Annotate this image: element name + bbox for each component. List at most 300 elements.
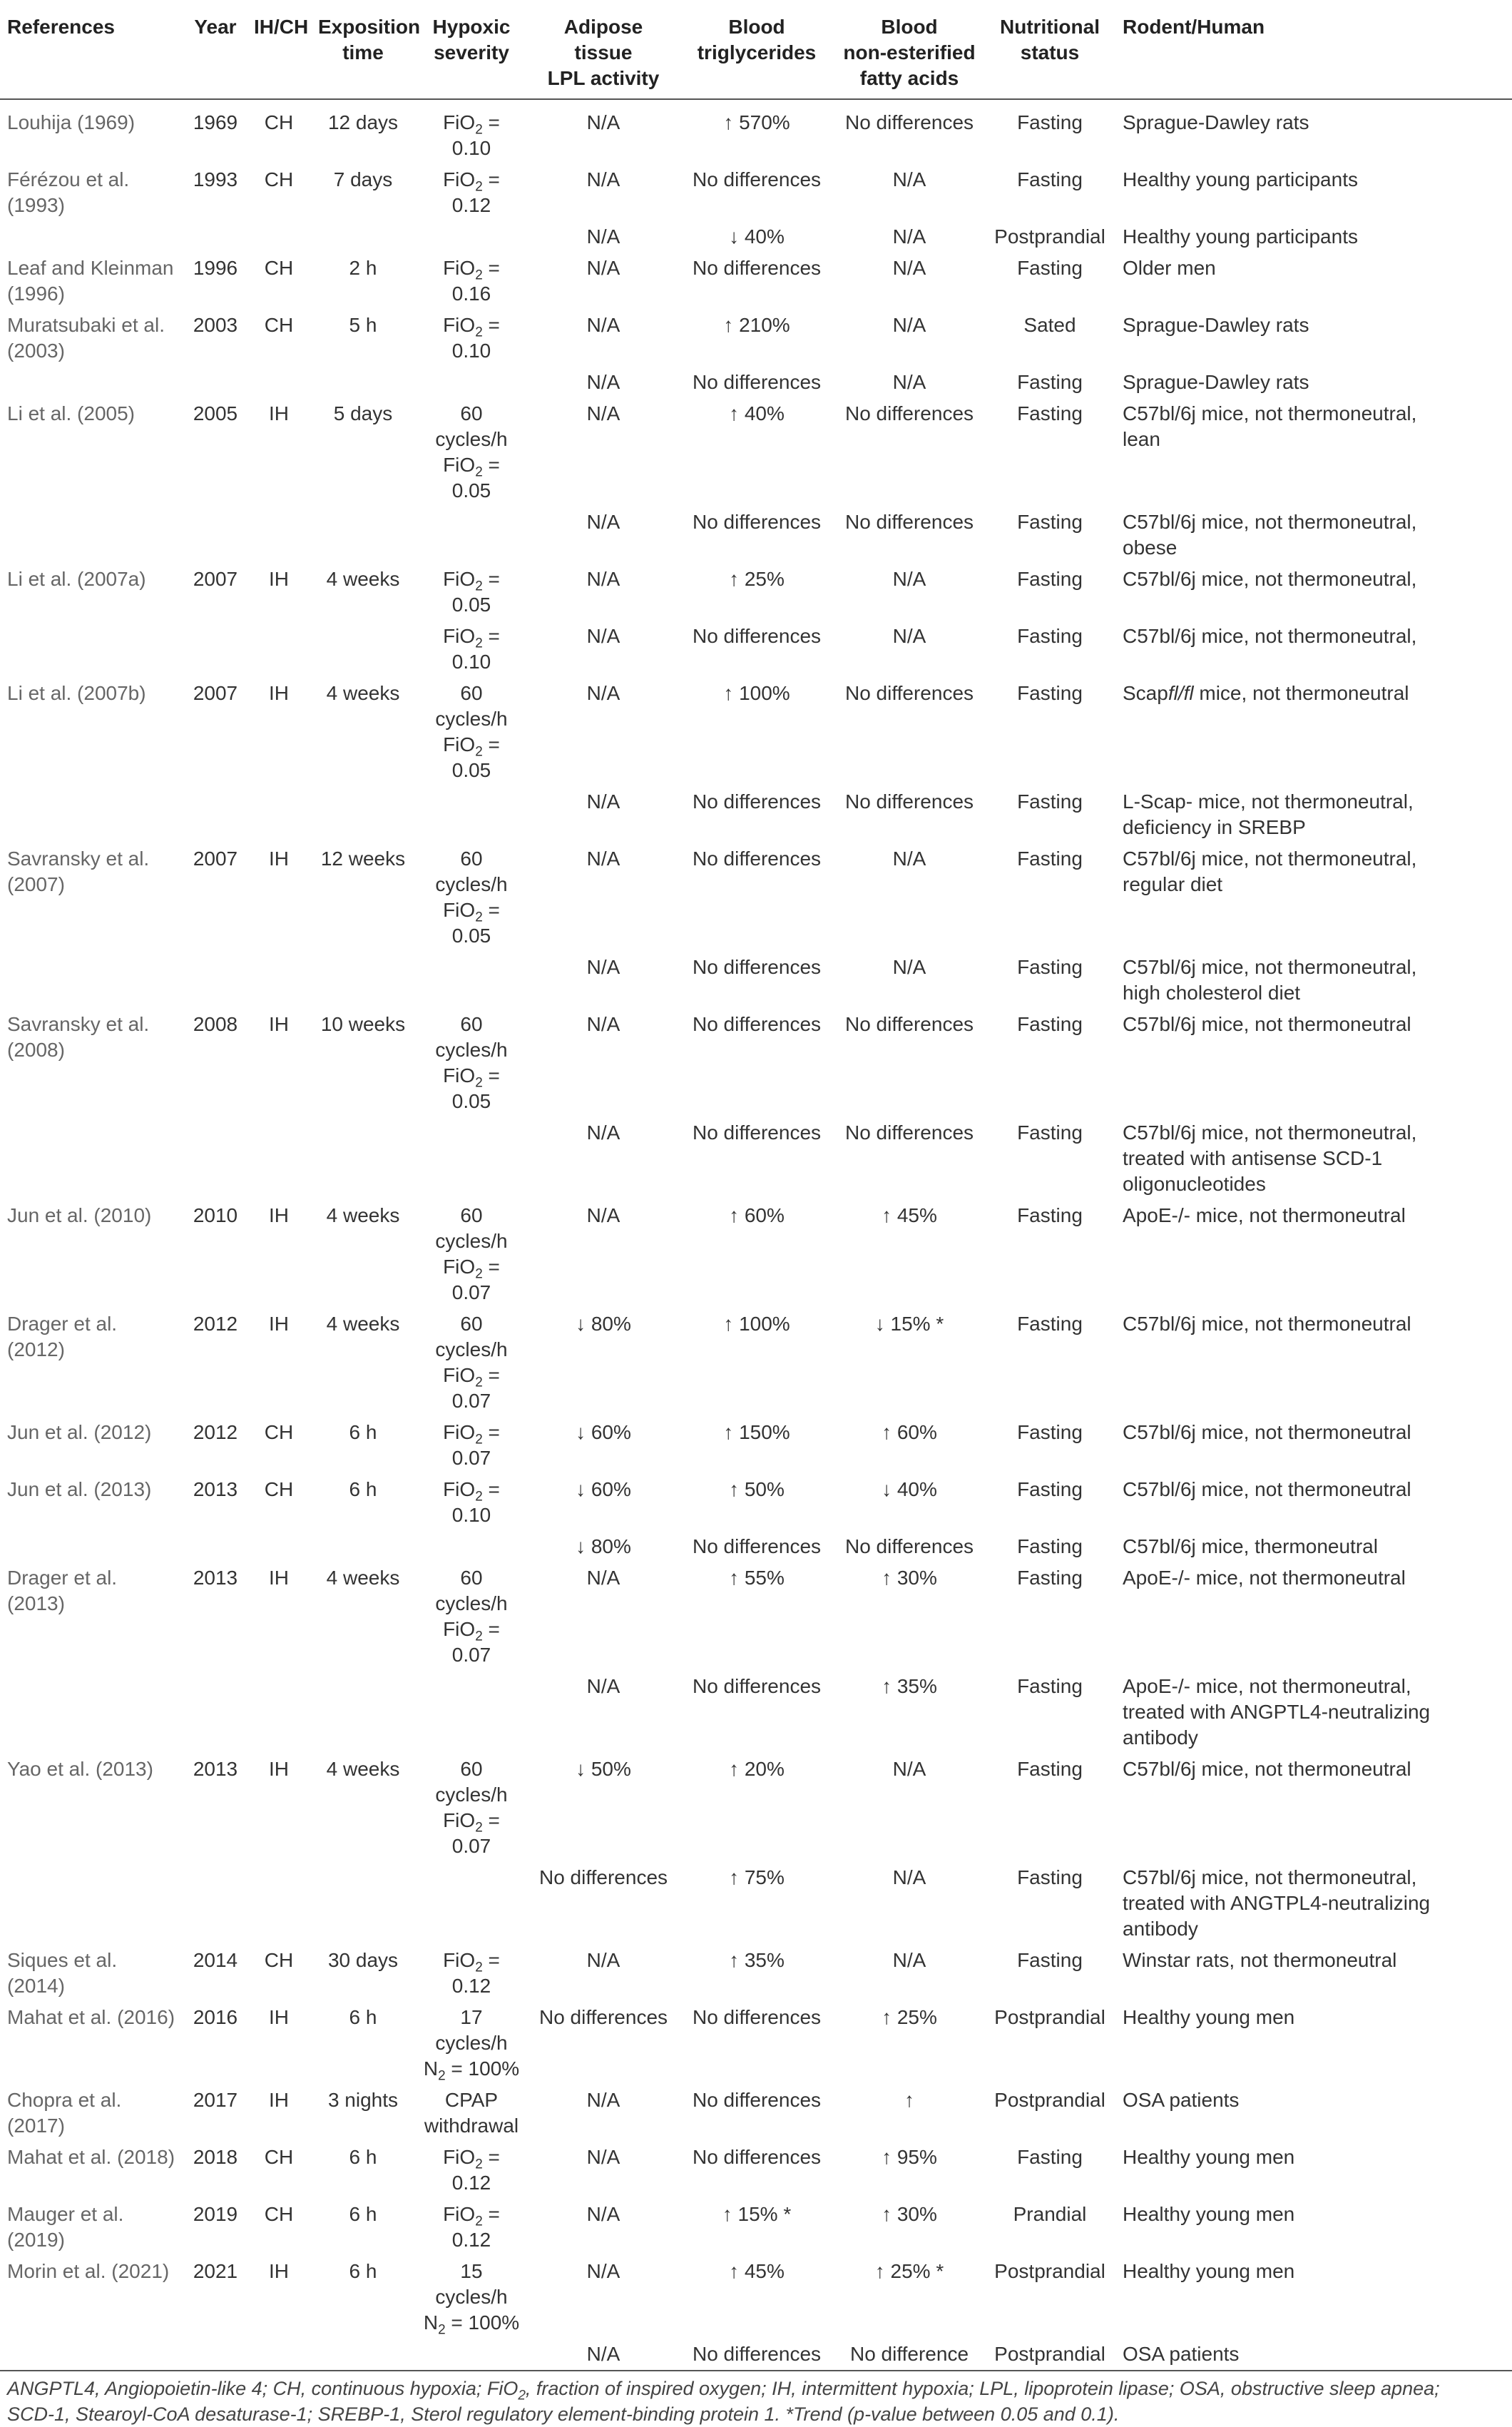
nutritional-status-cell: Fasting: [1017, 1535, 1083, 1557]
table-row: [0, 1862, 1512, 1945]
hypoxia-type-cell: IH: [269, 1013, 289, 1035]
nutritional-status-cell: Fasting: [1017, 1421, 1083, 1443]
hypoxia-type-cell: IH: [269, 848, 289, 870]
hypoxic-severity-cell: FiO$_2$ = 0.16: [443, 257, 500, 305]
lpl-activity-cell: N/A: [586, 2089, 620, 2111]
nefa-cell: No differences: [844, 1121, 974, 1144]
nutritional-status-cell: Fasting: [1017, 1949, 1083, 1971]
hypoxic-severity-cell: 60 cycles/h FiO$_2$ = 0.07: [435, 1313, 508, 1412]
lpl-activity-cell: N/A: [586, 371, 620, 393]
table-row: [0, 398, 1512, 507]
subjects-cell: Healthy young men: [1123, 2006, 1295, 2028]
table-row: [0, 1562, 1512, 1671]
hypoxia-type-cell: CH: [264, 168, 294, 190]
table-row: [0, 2085, 1512, 2142]
reference-cell: Mauger et al. (2019): [7, 2203, 124, 2251]
year-cell: 2012: [193, 1313, 238, 1335]
subjects-cell: C57bl/6j mice, not thermoneutral, high cholesterol diet: [1123, 956, 1417, 1004]
column-header-7: Blood triglycerides: [697, 16, 817, 63]
hypoxia-type-cell: [247, 2339, 311, 2371]
lpl-activity-cell: ↓ 80%: [576, 1313, 631, 1335]
reference-cell: Jun et al. (2010): [7, 1204, 152, 1226]
table-row: [0, 2339, 1512, 2371]
table-row: [0, 952, 1512, 1009]
hypoxia-type-cell: IH: [269, 2260, 289, 2282]
hypoxic-severity-cell: 60 cycles/h FiO$_2$ = 0.05: [435, 402, 508, 502]
reference-cell: Yao et al. (2013): [7, 1758, 153, 1780]
subjects-cell: Winstar rats, not thermoneutral: [1123, 1949, 1397, 1971]
nefa-cell: No differences: [844, 1535, 974, 1557]
subjects-cell: Healthy young men: [1123, 2146, 1295, 2168]
hypoxic-severity-cell: FiO$_2$ = 0.10: [443, 1478, 500, 1526]
exposition-time-cell: 6 h: [349, 2006, 377, 2028]
nutritional-status-cell: Fasting: [1017, 1567, 1083, 1589]
year-cell: [184, 221, 247, 253]
exposition-time-cell: [311, 221, 415, 253]
reference-cell: Jun et al. (2012): [7, 1421, 152, 1443]
year-cell: [184, 1531, 247, 1562]
nefa-cell: ↑ 60%: [882, 1421, 937, 1443]
table-row: [0, 1474, 1512, 1531]
column-header-6: Adipose tissue LPL activity: [547, 16, 660, 89]
year-cell: 2016: [193, 2006, 238, 2028]
triglycerides-cell: ↑ 20%: [729, 1758, 785, 1780]
exposition-time-cell: 6 h: [349, 2203, 377, 2225]
hypoxia-type-cell: CH: [264, 2203, 294, 2225]
subjects-cell: C57bl/6j mice, not thermoneutral: [1123, 1758, 1411, 1780]
exposition-time-cell: 12 days: [327, 111, 399, 133]
hypoxia-type-cell: [247, 367, 311, 398]
nefa-cell: No difference: [849, 2343, 969, 2365]
reference-cell: [0, 221, 184, 253]
reference-cell: Mahat et al. (2018): [7, 2146, 175, 2168]
hypoxia-type-cell: [247, 221, 311, 253]
year-cell: 1969: [193, 111, 238, 133]
exposition-time-cell: [311, 1531, 415, 1562]
lpl-activity-cell: N/A: [586, 168, 620, 190]
triglycerides-cell: ↑ 100%: [723, 682, 790, 704]
year-cell: 2019: [193, 2203, 238, 2225]
exposition-time-cell: 4 weeks: [326, 568, 400, 590]
lpl-activity-cell: ↓ 60%: [576, 1421, 631, 1443]
nefa-cell: N/A: [892, 1758, 926, 1780]
triglycerides-cell: No differences: [692, 625, 822, 647]
year-cell: [184, 1117, 247, 1200]
reference-cell: [0, 1671, 184, 1754]
lpl-activity-cell: N/A: [586, 956, 620, 978]
nefa-cell: N/A: [892, 625, 926, 647]
triglycerides-cell: No differences: [692, 1675, 822, 1697]
table-row: [0, 99, 1512, 164]
subjects-cell: C57bl/6j mice, not thermoneutral, lean: [1123, 402, 1417, 450]
subjects-cell: Sprague-Dawley rats: [1123, 314, 1309, 336]
triglycerides-cell: ↓ 40%: [729, 225, 785, 248]
hypoxic-severity-cell: 60 cycles/h FiO$_2$ = 0.05: [435, 682, 508, 781]
subjects-cell: C57bl/6j mice, not thermoneutral, obese: [1123, 511, 1417, 559]
exposition-time-cell: 5 days: [333, 402, 393, 424]
subjects-cell: Sprague-Dawley rats: [1123, 111, 1309, 133]
hypoxia-type-cell: CH: [264, 2146, 294, 2168]
subjects-cell: L-Scap- mice, not thermoneutral, deficiency in SREBP: [1123, 790, 1414, 838]
exposition-time-cell: 30 days: [327, 1949, 399, 1971]
subjects-cell: Scapfl/fl mice, not thermoneutral: [1123, 682, 1409, 704]
subjects-cell: OSA patients: [1123, 2343, 1240, 2365]
nutritional-status-cell: Fasting: [1017, 1866, 1083, 1888]
lpl-activity-cell: N/A: [586, 1675, 620, 1697]
exposition-time-cell: 4 weeks: [326, 1758, 400, 1780]
nutritional-status-cell: Fasting: [1017, 848, 1083, 870]
subjects-cell: Healthy young men: [1123, 2260, 1295, 2282]
year-cell: 2008: [193, 1013, 238, 1035]
subjects-cell: ApoE-/- mice, not thermoneutral, treated with ANGPTL4-neutralizing antibody: [1123, 1675, 1431, 1749]
nutritional-status-cell: Fasting: [1017, 682, 1083, 704]
triglycerides-cell: No differences: [692, 1013, 822, 1035]
lpl-activity-cell: N/A: [586, 402, 620, 424]
nutritional-status-cell: Fasting: [1017, 371, 1083, 393]
table-row: [0, 164, 1512, 221]
column-header-2: Year: [194, 16, 237, 38]
column-header-5: Hypoxic severity: [432, 16, 511, 63]
triglycerides-cell: No differences: [692, 2343, 822, 2365]
triglycerides-cell: No differences: [692, 2006, 822, 2028]
nefa-cell: N/A: [892, 1866, 926, 1888]
nefa-cell: N/A: [892, 314, 926, 336]
nefa-cell: N/A: [892, 568, 926, 590]
year-cell: 2010: [193, 1204, 238, 1226]
exposition-time-cell: [311, 786, 415, 843]
table-row: [0, 310, 1512, 367]
reference-cell: Li et al. (2005): [7, 402, 135, 424]
year-cell: [184, 786, 247, 843]
lpl-activity-cell: N/A: [586, 2146, 620, 2168]
table-row: [0, 564, 1512, 621]
reference-cell: [0, 621, 184, 678]
lpl-activity-cell: N/A: [586, 1567, 620, 1589]
nefa-cell: N/A: [892, 225, 926, 248]
hypoxic-severity-cell: 60 cycles/h FiO$_2$ = 0.07: [435, 1758, 508, 1857]
lpl-activity-cell: No differences: [538, 1866, 668, 1888]
nefa-cell: N/A: [892, 371, 926, 393]
nutritional-status-cell: Fasting: [1017, 625, 1083, 647]
triglycerides-cell: ↑ 150%: [723, 1421, 790, 1443]
reference-cell: [0, 1862, 184, 1945]
nefa-cell: ↑ 95%: [882, 2146, 937, 2168]
triglycerides-cell: ↑ 100%: [723, 1313, 790, 1335]
lpl-activity-cell: N/A: [586, 2260, 620, 2282]
subjects-cell: C57bl/6j mice, not thermoneutral,: [1123, 625, 1417, 647]
exposition-time-cell: 6 h: [349, 2260, 377, 2282]
subjects-cell: ApoE-/- mice, not thermoneutral: [1123, 1204, 1406, 1226]
nefa-cell: No differences: [844, 1013, 974, 1035]
hypoxic-severity-cell: FiO$_2$ = 0.10: [443, 111, 500, 159]
reference-cell: [0, 2339, 184, 2371]
nutritional-status-cell: Fasting: [1017, 1758, 1083, 1780]
triglycerides-cell: ↑ 25%: [729, 568, 785, 590]
nutritional-status-cell: Fasting: [1017, 1675, 1083, 1697]
nutritional-status-cell: Postprandial: [994, 2006, 1105, 2028]
nutritional-status-cell: Fasting: [1017, 1013, 1083, 1035]
nutritional-status-cell: Sated: [1023, 314, 1076, 336]
hypoxia-type-cell: IH: [269, 1567, 289, 1589]
year-cell: 2007: [193, 848, 238, 870]
triglycerides-cell: ↑ 35%: [729, 1949, 785, 1971]
hypoxia-type-cell: IH: [269, 1204, 289, 1226]
nefa-cell: No differences: [844, 111, 974, 133]
table-body: [0, 99, 1512, 2371]
exposition-time-cell: [311, 1117, 415, 1200]
reference-cell: Férézou et al. (1993): [7, 168, 130, 216]
nefa-cell: No differences: [844, 790, 974, 813]
nutritional-status-cell: Postprandial: [994, 2343, 1105, 2365]
lpl-activity-cell: ↓ 50%: [576, 1758, 631, 1780]
exposition-time-cell: 2 h: [349, 257, 377, 279]
exposition-time-cell: [311, 367, 415, 398]
lpl-activity-cell: N/A: [586, 1013, 620, 1035]
year-cell: [184, 507, 247, 564]
exposition-time-cell: 5 h: [349, 314, 377, 336]
reference-cell: Chopra et al. (2017): [7, 2089, 122, 2137]
hypoxic-severity-cell: 60 cycles/h FiO$_2$ = 0.05: [435, 848, 508, 947]
nutritional-status-cell: Postprandial: [994, 2089, 1105, 2111]
hypoxia-type-cell: IH: [269, 1758, 289, 1780]
year-cell: 1993: [193, 168, 238, 190]
year-cell: [184, 952, 247, 1009]
subjects-cell: Healthy young men: [1123, 2203, 1295, 2225]
triglycerides-cell: ↑ 75%: [729, 1866, 785, 1888]
nefa-cell: ↑ 30%: [882, 1567, 937, 1589]
nutritional-status-cell: Fasting: [1017, 2146, 1083, 2168]
reference-cell: [0, 952, 184, 1009]
hypoxia-type-cell: [247, 1862, 311, 1945]
triglycerides-cell: No differences: [692, 790, 822, 813]
nefa-cell: No differences: [844, 511, 974, 533]
triglycerides-cell: ↑ 40%: [729, 402, 785, 424]
year-cell: [184, 2339, 247, 2371]
hypoxic-severity-cell: [415, 1862, 528, 1945]
hypoxic-severity-cell: 60 cycles/h FiO$_2$ = 0.05: [435, 1013, 508, 1112]
column-header-10: Rodent/Human: [1123, 16, 1265, 38]
triglycerides-cell: No differences: [692, 371, 822, 393]
lpl-activity-cell: N/A: [586, 682, 620, 704]
hypoxic-severity-cell: [415, 1117, 528, 1200]
nefa-cell: N/A: [892, 956, 926, 978]
nefa-cell: N/A: [892, 168, 926, 190]
triglycerides-cell: ↑ 15% *: [722, 2203, 792, 2225]
hypoxia-type-cell: [247, 1531, 311, 1562]
nutritional-status-cell: Postprandial: [994, 225, 1105, 248]
hypoxia-type-cell: CH: [264, 1478, 294, 1500]
subjects-cell: C57bl/6j mice, not thermoneutral: [1123, 1421, 1411, 1443]
nutritional-status-cell: Fasting: [1017, 402, 1083, 424]
nefa-cell: No differences: [844, 682, 974, 704]
subjects-cell: Healthy young participants: [1123, 168, 1358, 190]
triglycerides-cell: ↑ 50%: [729, 1478, 785, 1500]
nutritional-status-cell: Fasting: [1017, 257, 1083, 279]
table-row: [0, 843, 1512, 952]
lpl-activity-cell: N/A: [586, 568, 620, 590]
year-cell: 2007: [193, 682, 238, 704]
nefa-cell: ↑ 25% *: [874, 2260, 944, 2282]
exposition-time-cell: [311, 2339, 415, 2371]
triglycerides-cell: No differences: [692, 848, 822, 870]
triglycerides-cell: No differences: [692, 1121, 822, 1144]
nutritional-status-cell: Fasting: [1017, 1121, 1083, 1144]
nefa-cell: N/A: [892, 257, 926, 279]
year-cell: 2012: [193, 1421, 238, 1443]
hypoxic-severity-cell: FiO$_2$ = 0.07: [443, 1421, 500, 1469]
exposition-time-cell: 6 h: [349, 1478, 377, 1500]
hypoxic-severity-cell: [415, 221, 528, 253]
reference-cell: Jun et al. (2013): [7, 1478, 152, 1500]
year-cell: [184, 1671, 247, 1754]
exposition-time-cell: [311, 952, 415, 1009]
nefa-cell: ↑: [904, 2089, 914, 2111]
subjects-cell: C57bl/6j mice, not thermoneutral: [1123, 1313, 1411, 1335]
nutritional-status-cell: Fasting: [1017, 511, 1083, 533]
hypoxic-severity-cell: 60 cycles/h FiO$_2$ = 0.07: [435, 1567, 508, 1666]
triglycerides-cell: No differences: [692, 168, 822, 190]
table-row: [0, 786, 1512, 843]
lpl-activity-cell: N/A: [586, 1204, 620, 1226]
reference-cell: Morin et al. (2021): [7, 2260, 170, 2282]
table-row: [0, 2002, 1512, 2085]
subjects-cell: C57bl/6j mice, not thermoneutral,: [1123, 568, 1417, 590]
nefa-cell: ↑ 45%: [882, 1204, 937, 1226]
hypoxia-type-cell: CH: [264, 1949, 294, 1971]
reference-cell: Leaf and Kleinman (1996): [7, 257, 174, 305]
table-row: [0, 1945, 1512, 2002]
year-cell: 2013: [193, 1567, 238, 1589]
lpl-activity-cell: N/A: [586, 111, 620, 133]
year-cell: [184, 1862, 247, 1945]
subjects-cell: ApoE-/- mice, not thermoneutral: [1123, 1567, 1406, 1589]
nutritional-status-cell: Fasting: [1017, 168, 1083, 190]
table-row: [0, 2256, 1512, 2339]
table-row: [0, 678, 1512, 786]
lpl-activity-cell: N/A: [586, 257, 620, 279]
column-header-9: Nutritional status: [1000, 16, 1100, 63]
lpl-activity-cell: N/A: [586, 225, 620, 248]
hypoxic-severity-cell: [415, 507, 528, 564]
hypoxic-severity-cell: FiO$_2$ = 0.12: [443, 2146, 500, 2194]
nefa-cell: N/A: [892, 1949, 926, 1971]
table-row: [0, 1009, 1512, 1117]
reference-cell: Savransky et al. (2007): [7, 848, 150, 895]
exposition-time-cell: 3 nights: [327, 2089, 399, 2111]
hypoxic-severity-cell: [415, 1531, 528, 1562]
lpl-activity-cell: N/A: [586, 314, 620, 336]
nutritional-status-cell: Fasting: [1017, 111, 1083, 133]
table-row: [0, 253, 1512, 310]
table-row: [0, 1754, 1512, 1862]
lpl-activity-cell: ↓ 80%: [576, 1535, 631, 1557]
hypoxic-severity-cell: FiO$_2$ = 0.10: [443, 314, 500, 362]
hypoxia-type-cell: [247, 1117, 311, 1200]
table-row: [0, 1308, 1512, 1417]
triglycerides-cell: ↑ 60%: [729, 1204, 785, 1226]
nutritional-status-cell: Prandial: [1013, 2203, 1087, 2225]
year-cell: 2017: [193, 2089, 238, 2111]
table-row: [0, 1417, 1512, 1474]
header-row: [0, 0, 1512, 99]
hypoxic-severity-cell: FiO$_2$ = 0.05: [443, 568, 500, 616]
column-header-8: Blood non-esterified fatty acids: [843, 16, 976, 89]
table-row: [0, 221, 1512, 253]
table-row: [0, 621, 1512, 678]
hypoxia-type-cell: [247, 507, 311, 564]
table-footnote: ANGPTL4, Angiopoietin-like 4; CH, continuous hypoxia; FiO$_2$, fraction of inspired oxygen; IH, intermittent hypoxia; LPL, lipoprotein lipase; OSA, obstructive sleep apnea; SCD-1, Stearoyl-CoA desaturase-1; SREBP-1, Sterol regulatory element-binding protein 1. *Trend (p-value between 0.05 and 0.1).: [7, 2378, 1440, 2425]
nutritional-status-cell: Postprandial: [994, 2260, 1105, 2282]
hypoxia-type-cell: IH: [269, 2089, 289, 2111]
exposition-time-cell: 4 weeks: [326, 1313, 400, 1335]
subjects-cell: C57bl/6j mice, not thermoneutral: [1123, 1478, 1411, 1500]
exposition-time-cell: 10 weeks: [320, 1013, 406, 1035]
nefa-cell: ↓ 40%: [882, 1478, 937, 1500]
table-row: [0, 367, 1512, 398]
triglycerides-cell: ↑ 570%: [723, 111, 790, 133]
nefa-cell: ↑ 25%: [882, 2006, 937, 2028]
subjects-cell: C57bl/6j mice, thermoneutral: [1123, 1535, 1378, 1557]
year-cell: [184, 621, 247, 678]
hypoxic-severity-cell: [415, 786, 528, 843]
triglycerides-cell: ↑ 55%: [729, 1567, 785, 1589]
hypoxia-type-cell: CH: [264, 314, 294, 336]
hypoxia-type-cell: IH: [269, 1313, 289, 1335]
hypoxic-severity-cell: FiO$_2$ = 0.12: [443, 168, 500, 216]
year-cell: 2021: [193, 2260, 238, 2282]
year-cell: 2007: [193, 568, 238, 590]
reference-cell: Louhija (1969): [7, 111, 136, 133]
nefa-cell: ↑ 35%: [882, 1675, 937, 1697]
hypoxia-type-cell: [247, 1671, 311, 1754]
subjects-cell: Sprague-Dawley rats: [1123, 371, 1309, 393]
table-row: [0, 507, 1512, 564]
lpl-activity-cell: N/A: [586, 790, 620, 813]
triglycerides-cell: ↑ 45%: [729, 2260, 785, 2282]
subjects-cell: C57bl/6j mice, not thermoneutral: [1123, 1013, 1411, 1035]
year-cell: 2013: [193, 1478, 238, 1500]
year-cell: 1996: [193, 257, 238, 279]
lpl-activity-cell: N/A: [586, 1121, 620, 1144]
year-cell: [184, 367, 247, 398]
exposition-time-cell: 6 h: [349, 1421, 377, 1443]
subjects-cell: C57bl/6j mice, not thermoneutral, treated with ANGTPL4-neutralizing antibody: [1123, 1866, 1431, 1940]
lpl-activity-cell: N/A: [586, 2343, 620, 2365]
reference-cell: Muratsubaki et al. (2003): [7, 314, 165, 362]
triglycerides-cell: No differences: [692, 257, 822, 279]
triglycerides-cell: No differences: [692, 511, 822, 533]
reference-cell: Mahat et al. (2016): [7, 2006, 175, 2028]
table-row: [0, 2142, 1512, 2199]
lpl-activity-cell: N/A: [586, 1949, 620, 1971]
reference-cell: Li et al. (2007a): [7, 568, 146, 590]
hypoxic-severity-cell: 60 cycles/h FiO$_2$ = 0.07: [435, 1204, 508, 1303]
hypoxia-type-cell: CH: [264, 1421, 294, 1443]
hypoxia-type-cell: CH: [264, 111, 294, 133]
column-header-1: References: [7, 16, 115, 38]
hypoxic-severity-cell: FiO$_2$ = 0.10: [443, 625, 500, 673]
nutritional-status-cell: Fasting: [1017, 956, 1083, 978]
exposition-time-cell: 4 weeks: [326, 1204, 400, 1226]
subjects-cell: Older men: [1123, 257, 1216, 279]
reference-cell: [0, 786, 184, 843]
reference-cell: Li et al. (2007b): [7, 682, 146, 704]
reference-cell: Drager et al. (2013): [7, 1567, 118, 1614]
hypoxia-type-cell: CH: [264, 257, 294, 279]
exposition-time-cell: [311, 507, 415, 564]
hypoxic-severity-cell: [415, 367, 528, 398]
lpl-activity-cell: ↓ 60%: [576, 1478, 631, 1500]
